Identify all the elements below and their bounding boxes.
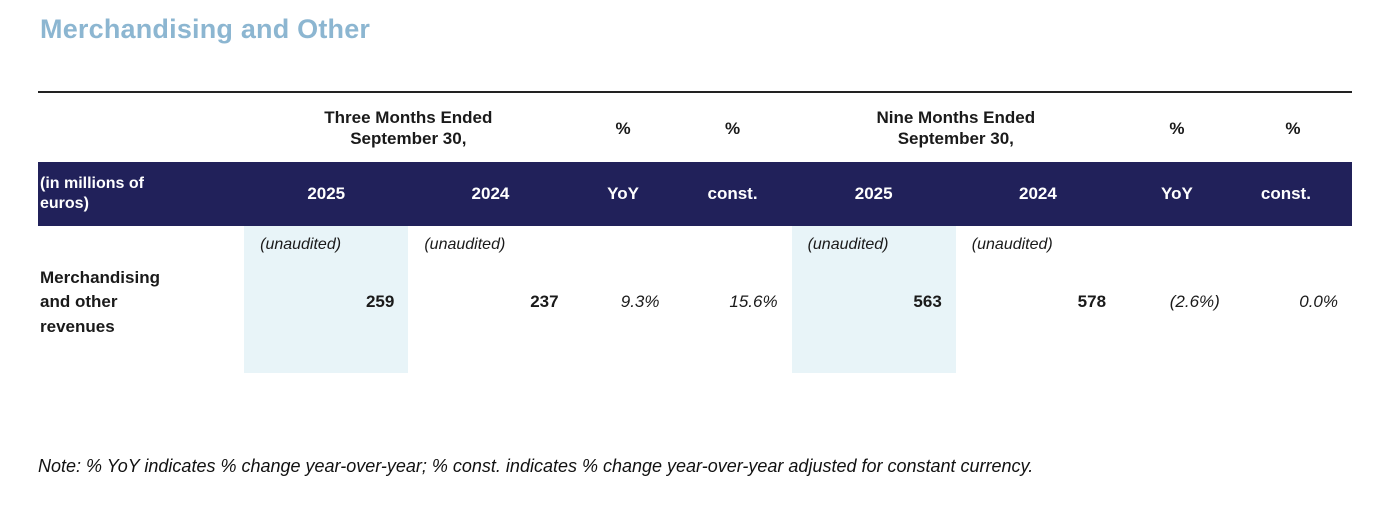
table-audit-status-row [38,226,1352,260]
column-header-units [38,162,244,226]
page-title: Merchandising and Other [40,14,371,44]
group-header-three-yoy-pct: % [573,92,674,162]
audit-status-nine-2025: (unaudited) [792,226,956,260]
cell-nine-2024: 578 [1077,292,1107,312]
cell-nine-yoy: (2.6%) [1169,292,1220,312]
group-header-three-months [244,92,572,162]
column-header-three-2025: 2025 [244,162,408,226]
column-header-nine-2025: 2025 [792,162,956,226]
group-header-three-months-line2: September 30, [350,129,467,149]
group-header-nine-const-pct: % [1234,92,1352,162]
group-header-three-const-pct: % [673,92,791,162]
audit-status-nine-const-blank [1234,226,1352,260]
group-header-nine-months-line2: September 30, [897,129,1014,149]
group-header-nine-yoy-pct: % [1120,92,1234,162]
column-header-units-line1: (in millions of [40,174,144,192]
row-label-line1: Merchandising [40,267,160,287]
column-header-three-const: const. [673,162,791,226]
cell-nine-2025: 563 [792,260,956,374]
row-label-line2: and other [40,292,118,312]
cell-three-2024: 237 [530,292,559,312]
group-header-nine-months-line1: Nine Months Ended [876,108,1036,127]
table-row [38,260,1352,374]
table-footnote: Note: % YoY indicates % change year-over-year; % const. indicates % change year-over-year adjusted for constant currency. [38,456,1034,476]
column-header-three-2024: 2024 [408,162,572,226]
audit-status-three-2025: (unaudited) [244,226,408,260]
group-header-blank [38,92,244,162]
column-header-units-line2: euros) [40,194,89,212]
column-header-nine-2024: 2024 [956,162,1120,226]
cell-three-2025: 259 [244,260,408,374]
cell-nine-const: 0.0% [1299,292,1338,312]
audit-status-nine-2024: (unaudited) [971,235,1053,253]
table-group-header-row [38,92,1352,162]
audit-status-nine-yoy-blank [1120,226,1234,260]
audit-status-blank [38,226,244,260]
row-label-line3: revenues [40,316,115,336]
column-header-nine-yoy: YoY [1120,162,1234,226]
group-header-nine-months [792,92,1120,162]
column-header-three-yoy: YoY [573,162,674,226]
financial-table [38,91,1352,373]
column-header-nine-const: const. [1234,162,1352,226]
audit-status-three-2024: (unaudited) [424,235,506,253]
audit-status-three-yoy-blank [573,226,674,260]
cell-three-yoy: 9.3% [620,292,660,312]
table-column-header-row [38,162,1352,226]
cell-three-const: 15.6% [729,292,778,312]
group-header-three-months-line1: Three Months Ended [324,108,493,127]
audit-status-three-const-blank [673,226,791,260]
row-label [38,260,244,374]
